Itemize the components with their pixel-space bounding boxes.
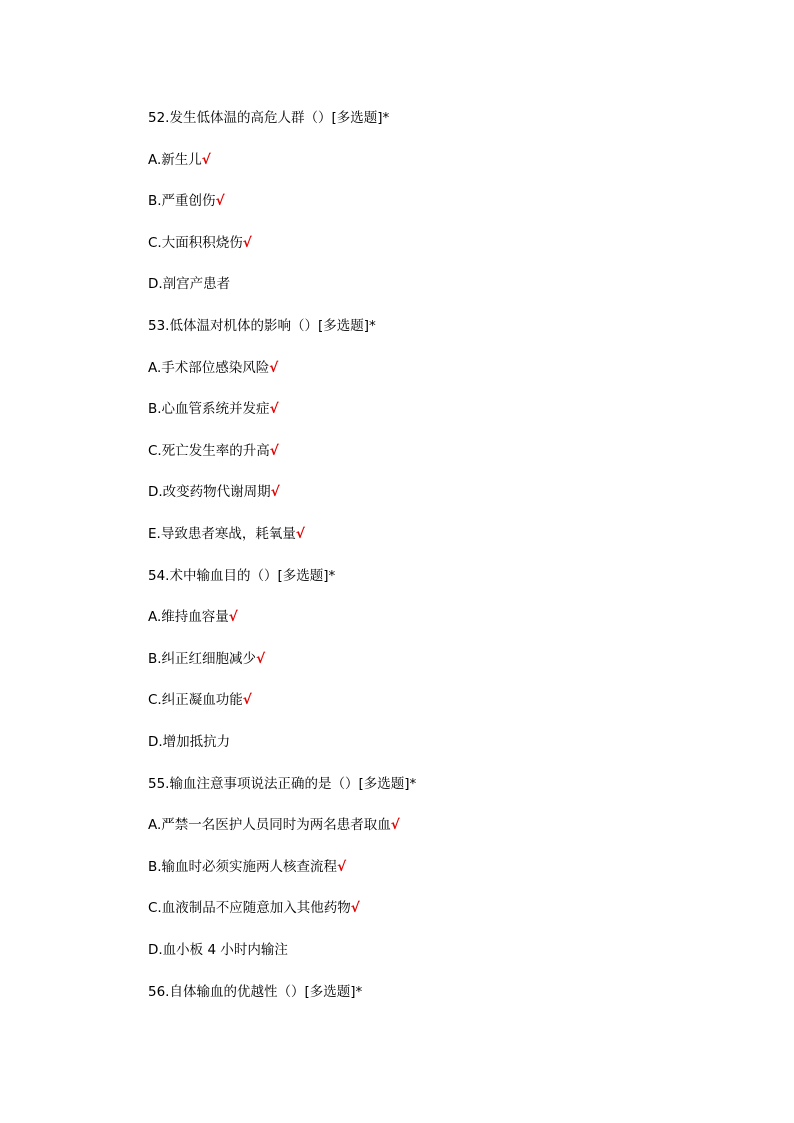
check-mark-icon: √ [228, 609, 238, 626]
question-text: 53.低体温对机体的影响（）[多选题]* [148, 318, 376, 334]
check-mark-icon: √ [269, 442, 279, 459]
option-text: C.死亡发生率的升高 [148, 442, 270, 459]
option-text: C.大面积积烧伤 [148, 234, 243, 251]
option-text: A.手术部位感染风险 [148, 359, 270, 376]
check-mark-icon: √ [215, 193, 225, 210]
option-line [148, 525, 305, 543]
option-text: C.纠正凝血功能 [148, 692, 243, 709]
question-line [148, 775, 416, 793]
question-line [148, 317, 376, 335]
check-mark-icon: √ [256, 650, 266, 667]
option-text: A.新生儿 [148, 151, 202, 168]
option-line [148, 941, 288, 959]
option-text: E.导致患者寒战，耗氧量 [148, 526, 296, 542]
option-text: A.维持血容量 [148, 609, 229, 626]
check-mark-icon: √ [201, 151, 211, 168]
option-text: D.剖宫产患者 [148, 276, 231, 293]
question-line [148, 109, 389, 127]
check-mark-icon: √ [295, 526, 305, 542]
option-text: D.血小板 4 小时内输注 [148, 942, 288, 958]
option-text: B.严重创伤 [148, 193, 216, 210]
option-text: A.严禁一名医护人员同时为两名患者取血 [148, 817, 391, 834]
option-line [148, 608, 238, 626]
check-mark-icon: √ [269, 359, 279, 376]
question-text: 52.发生低体温的高危人群（）[多选题]* [148, 110, 390, 126]
option-line [148, 899, 360, 917]
check-mark-icon: √ [350, 900, 360, 917]
check-mark-icon: √ [337, 858, 347, 875]
question-line [148, 983, 362, 1001]
question-text: 55.输血注意事项说法正确的是（）[多选题]* [148, 775, 417, 792]
question-text: 54.术中输血目的（）[多选题]* [148, 567, 336, 584]
option-text: B.纠正红细胞减少 [148, 650, 257, 667]
option-text: B.输血时必须实施两人核查流程 [148, 858, 338, 875]
option-line [148, 275, 230, 293]
check-mark-icon: √ [270, 484, 280, 501]
question-line [148, 567, 335, 585]
option-line [148, 816, 400, 834]
option-line [148, 483, 280, 501]
option-line [148, 733, 230, 751]
check-mark-icon: √ [390, 817, 400, 834]
option-line [148, 858, 346, 876]
option-line [148, 442, 279, 460]
option-line [148, 192, 225, 210]
option-text: D.改变药物代谢周期 [148, 484, 271, 501]
option-line [148, 691, 252, 709]
option-text: D.增加抵抗力 [148, 734, 231, 750]
option-line [148, 359, 278, 377]
option-line [148, 400, 279, 418]
option-text: B.心血管系统并发症 [148, 401, 270, 418]
option-line [148, 650, 265, 668]
question-text: 56.自体输血的优越性（）[多选题]* [148, 983, 363, 1000]
option-line [148, 151, 211, 169]
option-line [148, 234, 252, 252]
check-mark-icon: √ [269, 401, 279, 418]
option-text: C.血液制品不应随意加入其他药物 [148, 900, 351, 917]
check-mark-icon: √ [242, 692, 252, 709]
check-mark-icon: √ [242, 234, 252, 251]
